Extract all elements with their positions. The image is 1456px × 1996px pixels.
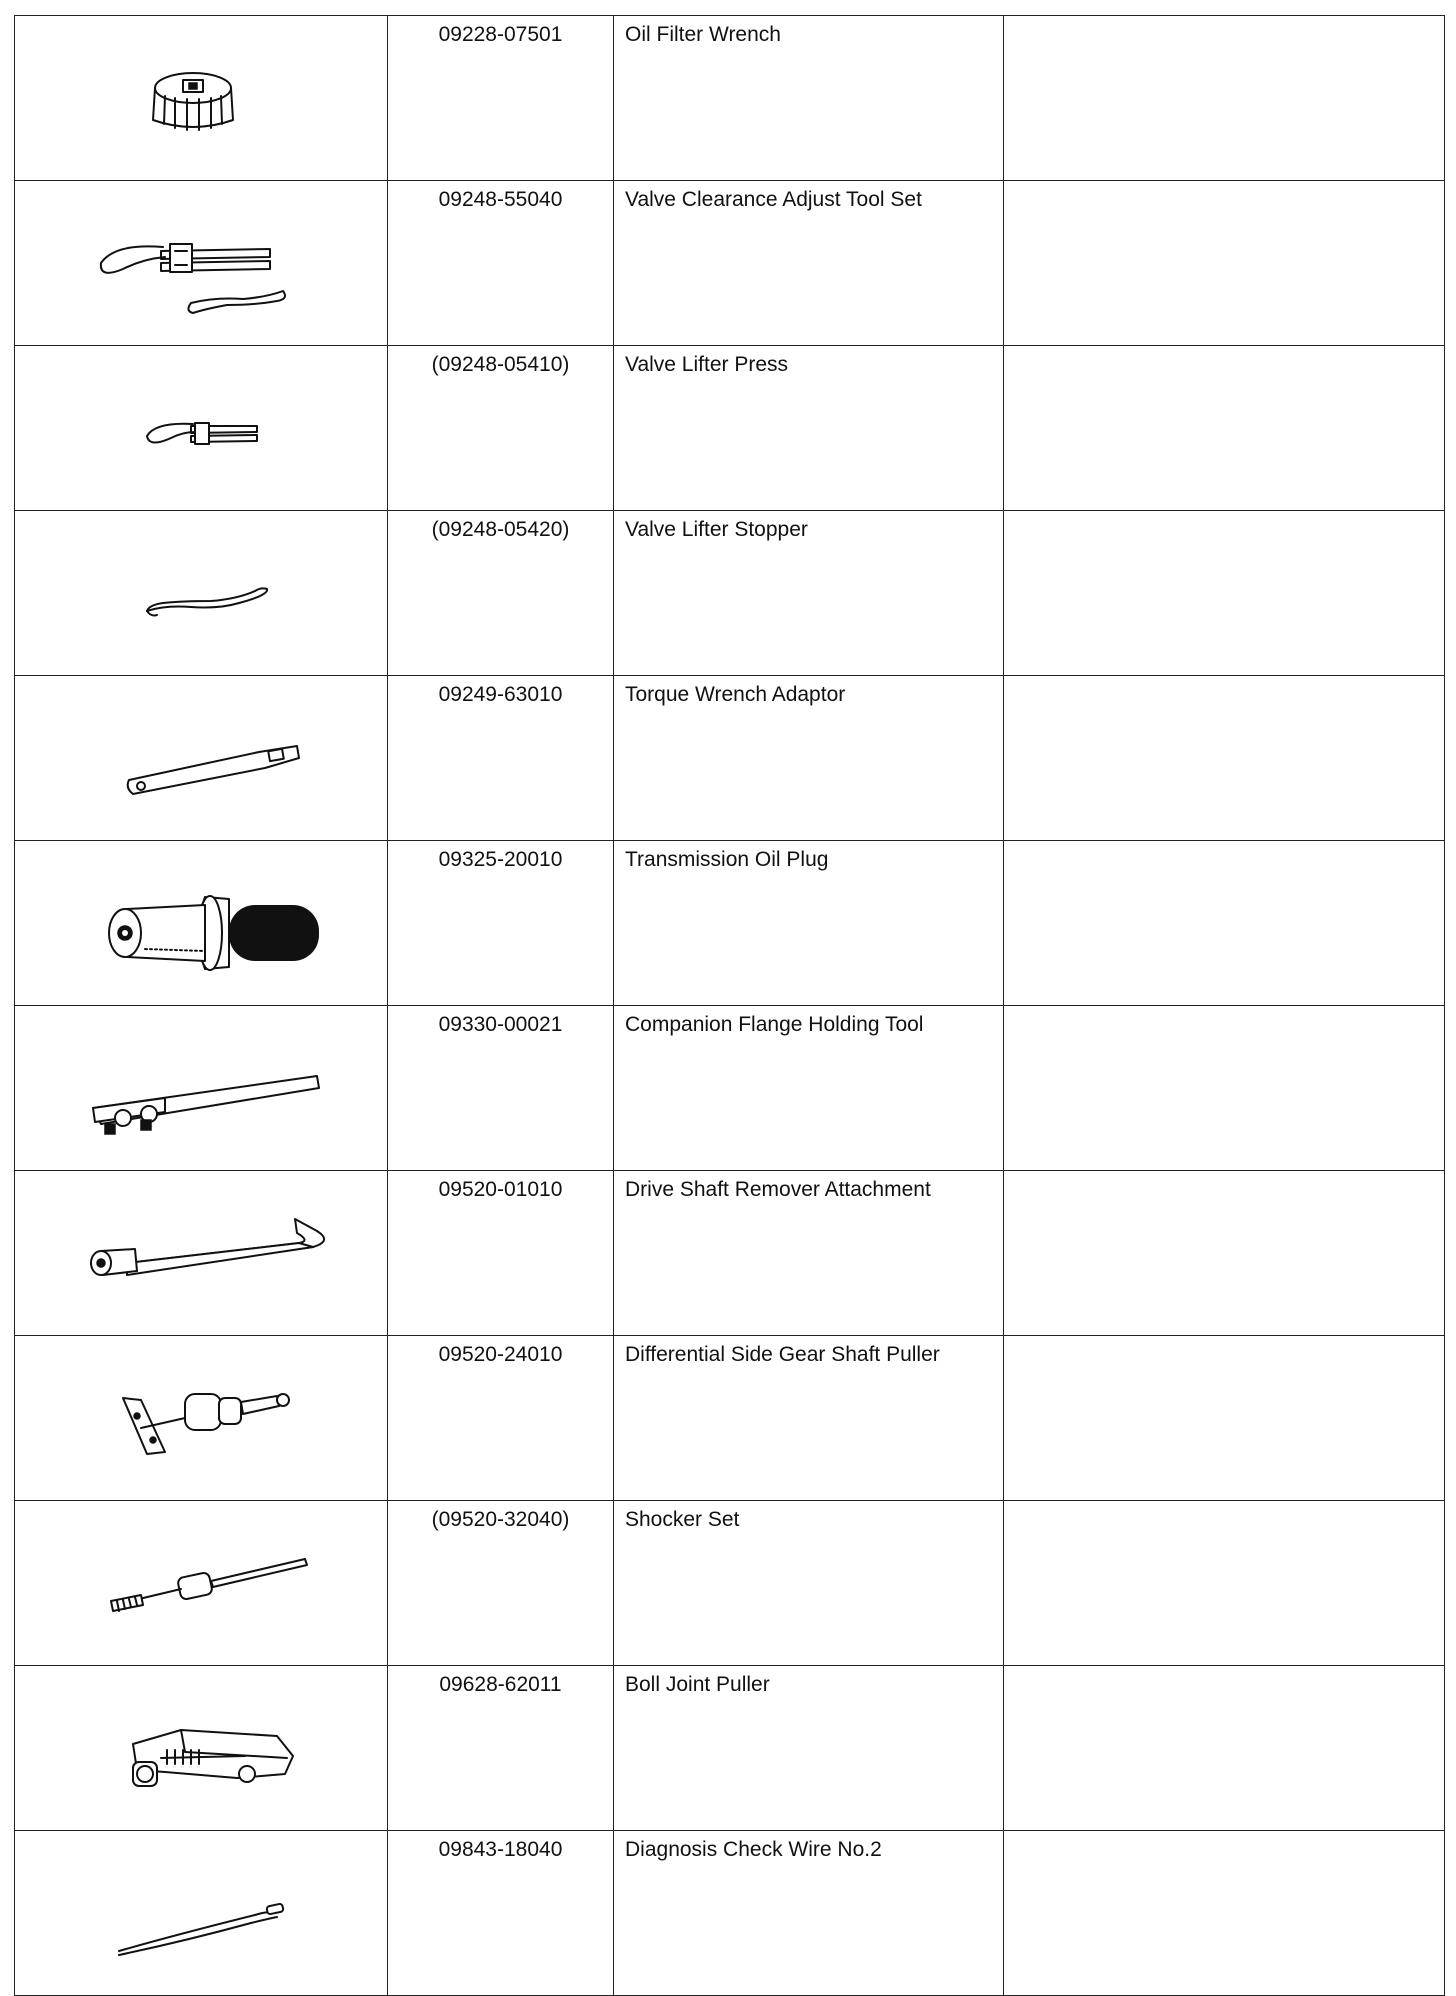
special-service-tools-table	[14, 15, 1445, 1996]
tool-name: Boll Joint Puller	[614, 1666, 1004, 1831]
table-row	[15, 511, 1445, 676]
transmission-oil-plug-icon	[15, 841, 388, 1001]
part-number: 09228-07501	[388, 16, 614, 181]
part-number: 09325-20010	[388, 841, 614, 1006]
valve-lifter-stopper-icon	[15, 511, 388, 671]
table-row	[15, 16, 1445, 181]
part-number: 09249-63010	[388, 676, 614, 841]
part-number: 09248-55040	[388, 181, 614, 346]
tool-name: Drive Shaft Remover Attachment	[614, 1171, 1004, 1336]
part-number: 09628-62011	[388, 1666, 614, 1831]
tool-illustration-cell	[15, 1006, 388, 1171]
tool-name: Companion Flange Holding Tool	[614, 1006, 1004, 1171]
notes-cell	[1004, 511, 1445, 676]
valve-clearance-tool-set-icon	[15, 181, 388, 341]
tool-name: Valve Lifter Press	[614, 346, 1004, 511]
table-row	[15, 1336, 1445, 1501]
part-number: (09248-05420)	[388, 511, 614, 676]
table-row	[15, 1666, 1445, 1831]
part-number: (09248-05410)	[388, 346, 614, 511]
tool-illustration-cell	[15, 1666, 388, 1831]
table-row	[15, 1171, 1445, 1336]
tool-name: Torque Wrench Adaptor	[614, 676, 1004, 841]
table-row	[15, 676, 1445, 841]
tool-illustration-cell	[15, 181, 388, 346]
notes-cell	[1004, 16, 1445, 181]
tool-name: Transmission Oil Plug	[614, 841, 1004, 1006]
tool-illustration-cell	[15, 1831, 388, 1996]
side-gear-shaft-puller-icon	[15, 1336, 388, 1496]
valve-lifter-press-icon	[15, 346, 388, 506]
part-number: 09843-18040	[388, 1831, 614, 1996]
tool-name: Valve Clearance Adjust Tool Set	[614, 181, 1004, 346]
part-number: 09330-00021	[388, 1006, 614, 1171]
part-number: 09520-01010	[388, 1171, 614, 1336]
table-row	[15, 841, 1445, 1006]
notes-cell	[1004, 1171, 1445, 1336]
notes-cell	[1004, 346, 1445, 511]
table-row	[15, 181, 1445, 346]
notes-cell	[1004, 1006, 1445, 1171]
tool-illustration-cell	[15, 346, 388, 511]
tool-illustration-cell	[15, 1171, 388, 1336]
notes-cell	[1004, 676, 1445, 841]
tool-illustration-cell	[15, 16, 388, 181]
diagnosis-check-wire-icon	[15, 1831, 388, 1991]
tool-name: Differential Side Gear Shaft Puller	[614, 1336, 1004, 1501]
notes-cell	[1004, 1336, 1445, 1501]
tool-illustration-cell	[15, 1336, 388, 1501]
ball-joint-puller-icon	[15, 1666, 388, 1826]
tool-name: Oil Filter Wrench	[614, 16, 1004, 181]
companion-flange-holding-tool-icon	[15, 1006, 388, 1166]
tool-name: Shocker Set	[614, 1501, 1004, 1666]
notes-cell	[1004, 1666, 1445, 1831]
tool-illustration-cell	[15, 676, 388, 841]
tool-illustration-cell	[15, 511, 388, 676]
notes-cell	[1004, 1831, 1445, 1996]
tool-illustration-cell	[15, 841, 388, 1006]
notes-cell	[1004, 1501, 1445, 1666]
table-row	[15, 1501, 1445, 1666]
tool-name: Diagnosis Check Wire No.2	[614, 1831, 1004, 1996]
oil-filter-wrench-icon	[15, 16, 388, 176]
part-number: (09520-32040)	[388, 1501, 614, 1666]
tool-illustration-cell	[15, 1501, 388, 1666]
tool-name: Valve Lifter Stopper	[614, 511, 1004, 676]
part-number: 09520-24010	[388, 1336, 614, 1501]
drive-shaft-remover-attachment-icon	[15, 1171, 388, 1331]
table-row	[15, 1006, 1445, 1171]
shocker-set-icon	[15, 1501, 388, 1661]
table-row	[15, 346, 1445, 511]
notes-cell	[1004, 841, 1445, 1006]
notes-cell	[1004, 181, 1445, 346]
torque-wrench-adaptor-icon	[15, 676, 388, 836]
table-row	[15, 1831, 1445, 1996]
